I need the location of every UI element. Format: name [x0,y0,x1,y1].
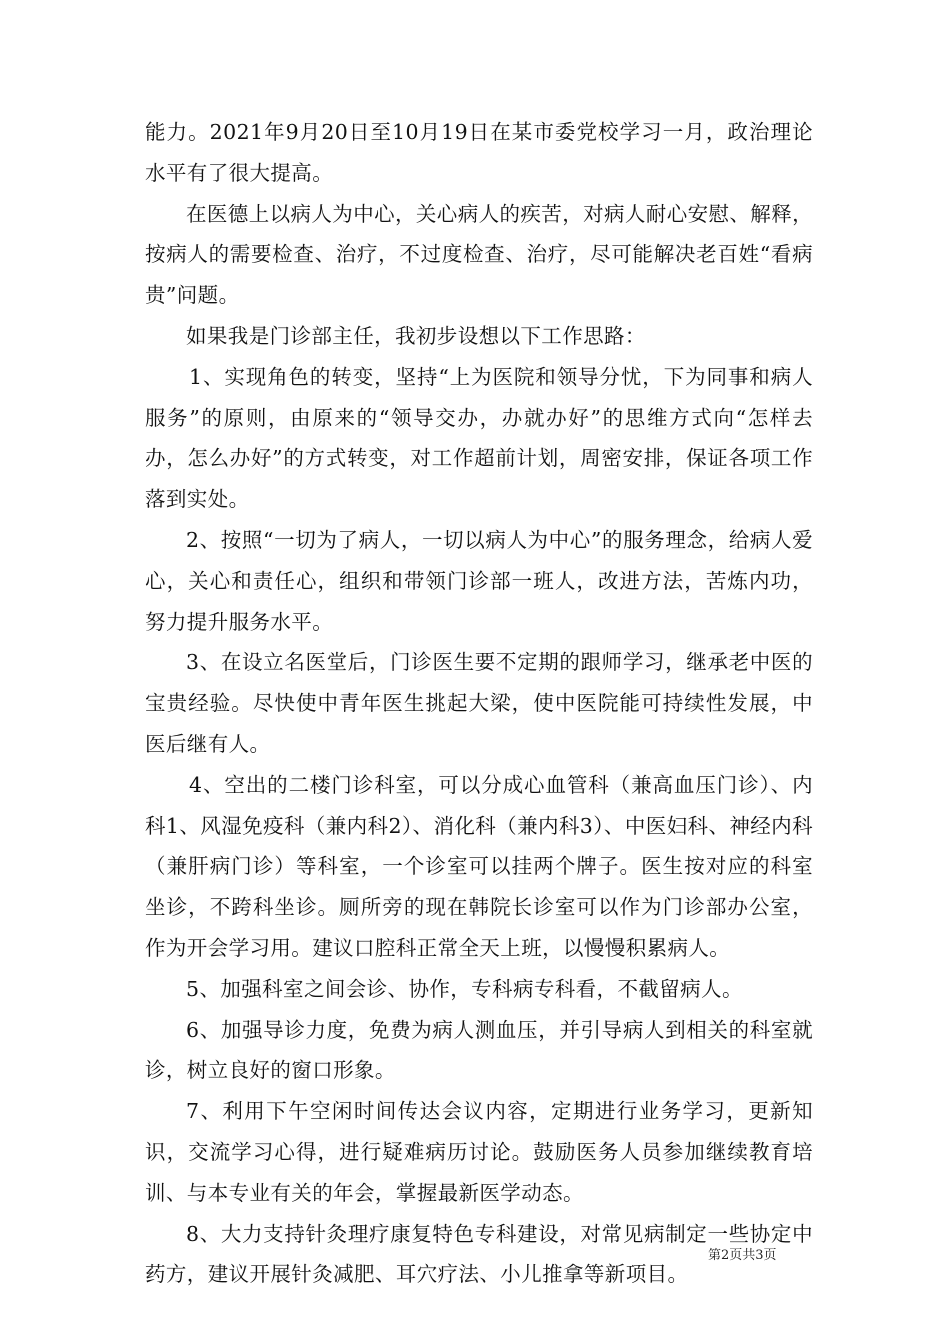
paragraph-item-5: 5、加强科室之间会诊、协作，专科病专科看，不截留病人。 [186,976,743,1001]
paragraph-medical-ethics: 在医德上以病人为中心，关心病人的疾苦，对病人耐心安慰、解释，按病人的需要检查、治疗，不过度检查、治疗，尽可能解决老百姓“看病贵”问题。 [145,201,813,308]
paragraph-item-6: 6、加强导诊力度，免费为病人测血压，并引导病人到相关的科室就诊，树立良好的窗口形象。 [145,1017,813,1083]
document-body [145,112,813,1295]
paragraph-item-2: 2、按照“一切为了病人，一切以病人为中心”的服务理念，给病人爱心，关心和责任心，组织和带领门诊部一班人，改进方法，苦炼内功，努力提升服务水平。 [145,527,813,634]
page-number: 第2页共3页 [708,1248,777,1263]
paragraph-item-1: 1、实现角色的转变，坚持“上为医院和领导分忧，下为同事和病人服务”的原则，由原来的“领导交办，办就办好”的思维方式向“怎样去办，怎么办好”的方式转变，对工作超前计划，周密安排，保证各项工作落到实处。 [145,364,813,512]
paragraph-item-8: 8、大力支持针灸理疗康复特色专科建设，对常见病制定一些协定中药方，建议开展针灸减肥、耳穴疗法、小儿推拿等新项目。 [145,1221,813,1287]
paragraph-item-3: 3、在设立名医堂后，门诊医生要不定期的跟师学习，继承老中医的宝贵经验。尽快使中青年医生挑起大梁，使中医院能可持续性发展，中医后继有人。 [145,650,813,756]
paragraph-continuation: 能力。2021年9月20日至10月19日在某市委党校学习一月，政治理论水平有了很大提高。 [145,120,813,185]
paragraph-intro-plan: 如果我是门诊部主任，我初步设想以下工作思路： [186,323,646,348]
paragraph-item-4: 4、空出的二楼门诊科室，可以分成心血管科（兼高血压门诊）、内科1、风湿免疫科（兼内科2）、消化科（兼内科3）、中医妇科、神经内科（兼肝病门诊）等科室，一个诊室可以挂两个牌子。医生按对应的科室坐诊，不跨科坐诊。厕所旁的现在韩院长诊室可以作为门诊部办公室，作为开会学习用。建议口腔科正常全天上班，以慢慢积累病人。 [145,772,813,960]
paragraph-item-7: 7、利用下午空闲时间传达会议内容，定期进行业务学习，更新知识，交流学习心得，进行疑难病历讨论。鼓励医务人员参加继续教育培训、与本专业有关的年会，掌握最新医学动态。 [145,1099,813,1205]
